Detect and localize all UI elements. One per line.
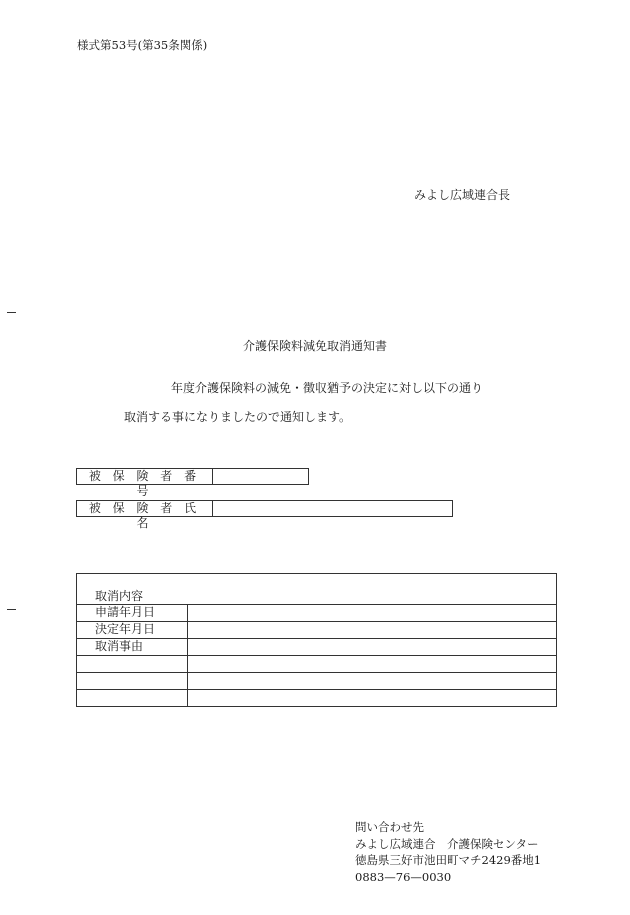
table-row (77, 656, 556, 673)
contact-block (355, 819, 541, 885)
contact-organization: みよし広域連合 介護保険センター (355, 836, 539, 851)
table-row (77, 605, 556, 622)
cancellation-details-table (76, 573, 557, 707)
row-label (77, 673, 188, 689)
fold-mark-bottom (7, 609, 16, 610)
insured-number-label: 被 保 険 者 番 号 (77, 469, 213, 484)
fold-mark-top (7, 312, 16, 313)
row-label (77, 690, 188, 706)
table-row (77, 639, 556, 656)
row-label: 取消事由 (77, 639, 188, 655)
contact-heading: 問い合わせ先 (355, 820, 424, 834)
insured-number-value (213, 469, 308, 484)
row-label: 申請年月日 (77, 605, 188, 621)
row-label (77, 656, 188, 672)
body-text-line-2: 取消する事になりましたので通知します。 (124, 410, 352, 424)
row-value (188, 656, 556, 672)
insured-name-value (213, 501, 452, 516)
form-number: 様式第53号(第35条関係) (77, 38, 208, 52)
cancellation-heading: 取消内容 (95, 589, 144, 603)
row-value (188, 622, 556, 638)
row-label: 決定年月日 (77, 622, 188, 638)
issuer-name: みよし広域連合長 (414, 188, 511, 202)
row-value (188, 673, 556, 689)
contact-address: 徳島県三好市池田町マチ2429番地1 (355, 853, 542, 867)
table-row (77, 690, 556, 706)
table-row (77, 673, 556, 690)
document-title: 介護保険料減免取消通知書 (242, 339, 387, 353)
contact-phone: 0883—76—0030 (355, 869, 452, 884)
row-value (188, 690, 556, 706)
insured-number-field (76, 468, 309, 498)
cancellation-heading-row (77, 574, 556, 605)
insured-name-field (76, 500, 453, 530)
body-text-line-1: 年度介護保険料の減免・徴収猶予の決定に対し以下の通り (171, 381, 484, 395)
insured-name-label: 被 保 険 者 氏 名 (77, 501, 213, 516)
table-row (77, 622, 556, 639)
row-value (188, 605, 556, 621)
row-value (188, 639, 556, 655)
